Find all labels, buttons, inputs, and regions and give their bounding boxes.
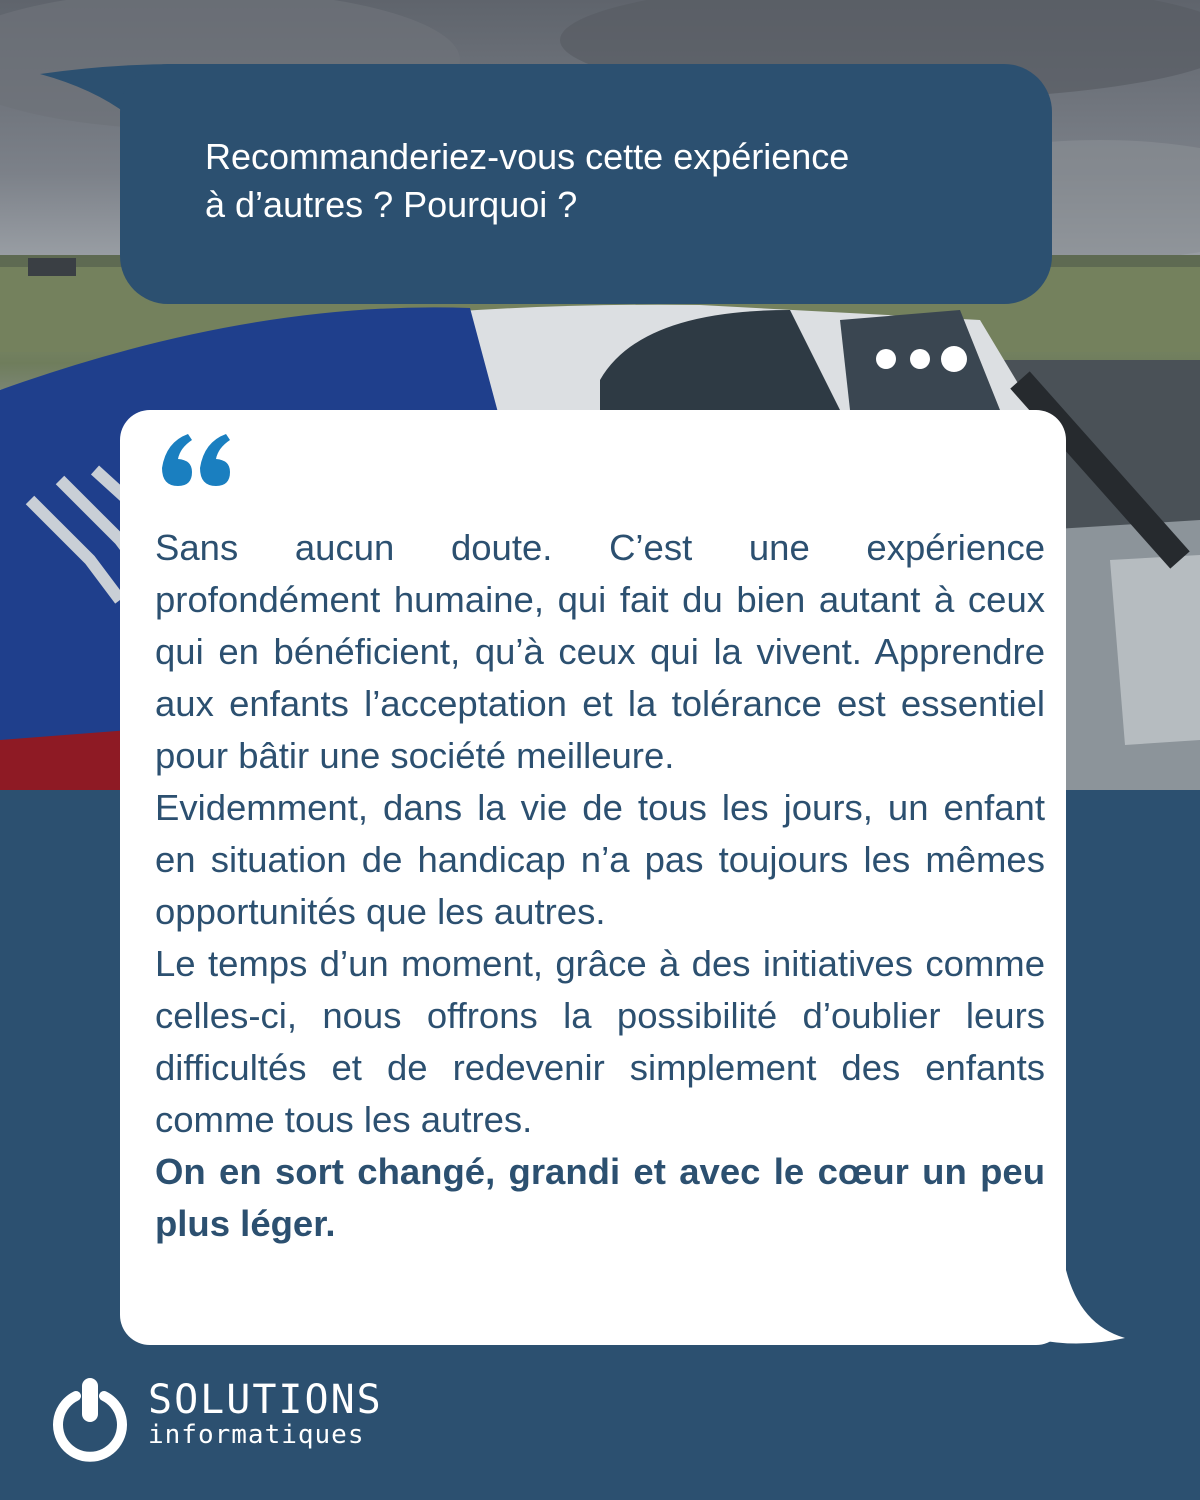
opening-quote-icon	[158, 428, 238, 492]
answer-paragraph: Sans aucun doute. C’est une expérience profondément humaine, qui fait du bien autant à ceux qui en bénéficient, qu’à ceux qui la vivent. Apprendre aux enfants l’acceptation et la tolérance est essentiel pour bâtir une société meilleure.	[155, 527, 1045, 776]
answer-bubble-tail	[1040, 1270, 1130, 1350]
brand-logo	[148, 1377, 383, 1450]
answer-conclusion: On en sort changé, grandi et avec le cœur un peu plus léger.	[155, 1151, 1045, 1244]
answer-paragraph: Evidemment, dans la vie de tous les jours, un enfant en situation de handicap n’a pas toujours les mêmes opportunités que les autres.	[155, 787, 1045, 932]
question-line-1: Recommanderiez-vous cette expérience	[205, 136, 850, 177]
brand-name: SOLUTIONS	[148, 1377, 383, 1423]
brand-tagline: informatiques	[148, 1420, 365, 1450]
power-button-icon	[46, 1378, 134, 1466]
question-text	[205, 133, 1005, 229]
typing-dots-icon	[874, 344, 970, 374]
question-line-2: à d’autres ? Pourquoi ?	[205, 184, 578, 225]
answer-text	[155, 522, 1045, 1250]
answer-paragraph: Le temps d’un moment, grâce à des initiatives comme celles-ci, nous offrons la possibilité d’oublier leurs difficultés et de redevenir simplement des enfants comme tous les autres.	[155, 943, 1045, 1140]
